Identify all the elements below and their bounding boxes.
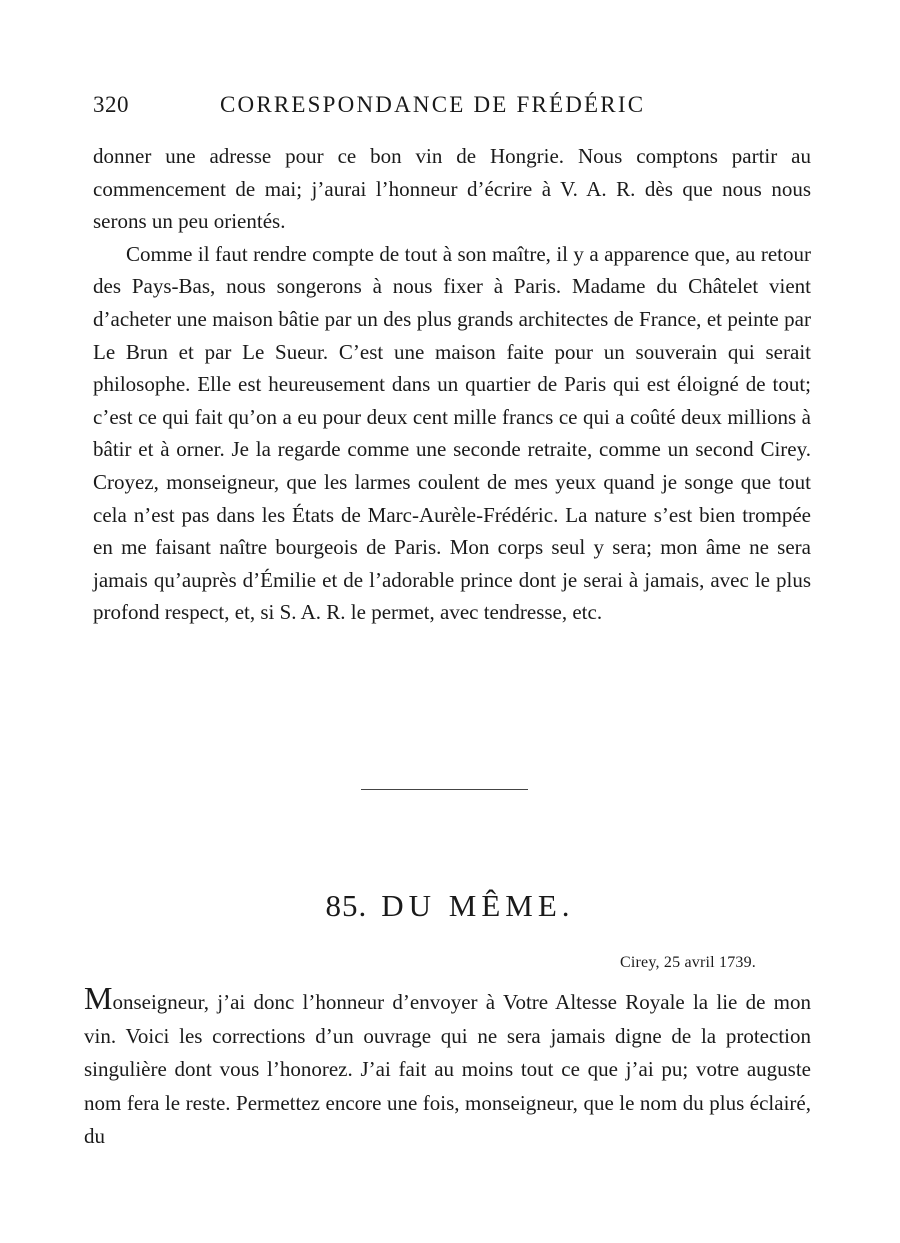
letter-dateline: Cirey, 25 avril 1739. xyxy=(619,954,756,971)
paragraph: Comme il faut rendre compte de tout à son maître, il y a apparence que, au retour des Pays-Bas, nous songerons à nous fixer à Paris. Madame du Châtelet vient d’acheter une maison bâtie par un des plus grands architectes de France, et peinte par Le Brun et par Le Sueur. C’est une maison faite pour un souverain qui serait philosophe. Elle est heureusement dans un quartier de Paris qui est éloigné de tout; c’est ce qui fait qu’on a eu pour deux cent mille francs ce qui a coûté deux millions à bâtir et à orner. Je la regarde comme une seconde retraite, comme un second Cirey. Croyez, monseigneur, que les larmes coulent de mes yeux quand je songe que tout cela n’est pas dans les États de Marc-Aurèle-Frédéric. La nature s’est bien trompée en me faisant naître bourgeois de Paris. Mon corps seul y sera; mon âme ne sera jamais qu’auprès d’Émilie et de l’adorable prince dont je serai à jamais, avec le plus profond respect, et, si S. A. R. le permet, avec tendresse, etc. xyxy=(93,241,811,625)
paragraph-continued: donner une adresse pour ce bon vin de Hongrie. Nous comptons partir au commencement de mai; j’aurai l’honneur d’écrire à V. A. R. dès que nous nous serons un peu orientés. xyxy=(93,144,811,234)
letter-opening-paragraph xyxy=(84,982,811,1154)
letter-number: 85. xyxy=(325,888,368,923)
running-title: CORRESPONDANCE DE FRÉDÉRIC xyxy=(220,92,646,117)
page-number: 320 xyxy=(93,92,129,117)
continued-letter-text xyxy=(93,140,811,629)
letter-heading xyxy=(0,888,900,924)
section-separator-rule xyxy=(361,789,528,790)
running-header xyxy=(93,92,813,132)
drop-cap-initial: M xyxy=(84,980,113,1016)
letter-title: DU MÊME. xyxy=(381,888,575,923)
letter-body xyxy=(84,982,811,1154)
letter-opening-text: onseigneur, j’ai donc l’honneur d’envoyer à Votre Altesse Royale la lie de mon vin. Voici les corrections d’un ouvrage qui ne sera jamais digne de la protection singulière dont vous l’honorez. J’ai fait au moins tout ce que j’ai pu; votre auguste nom fera le reste. Permettez encore une fois, monseigneur, que le nom du plus éclairé, du xyxy=(84,990,811,1149)
